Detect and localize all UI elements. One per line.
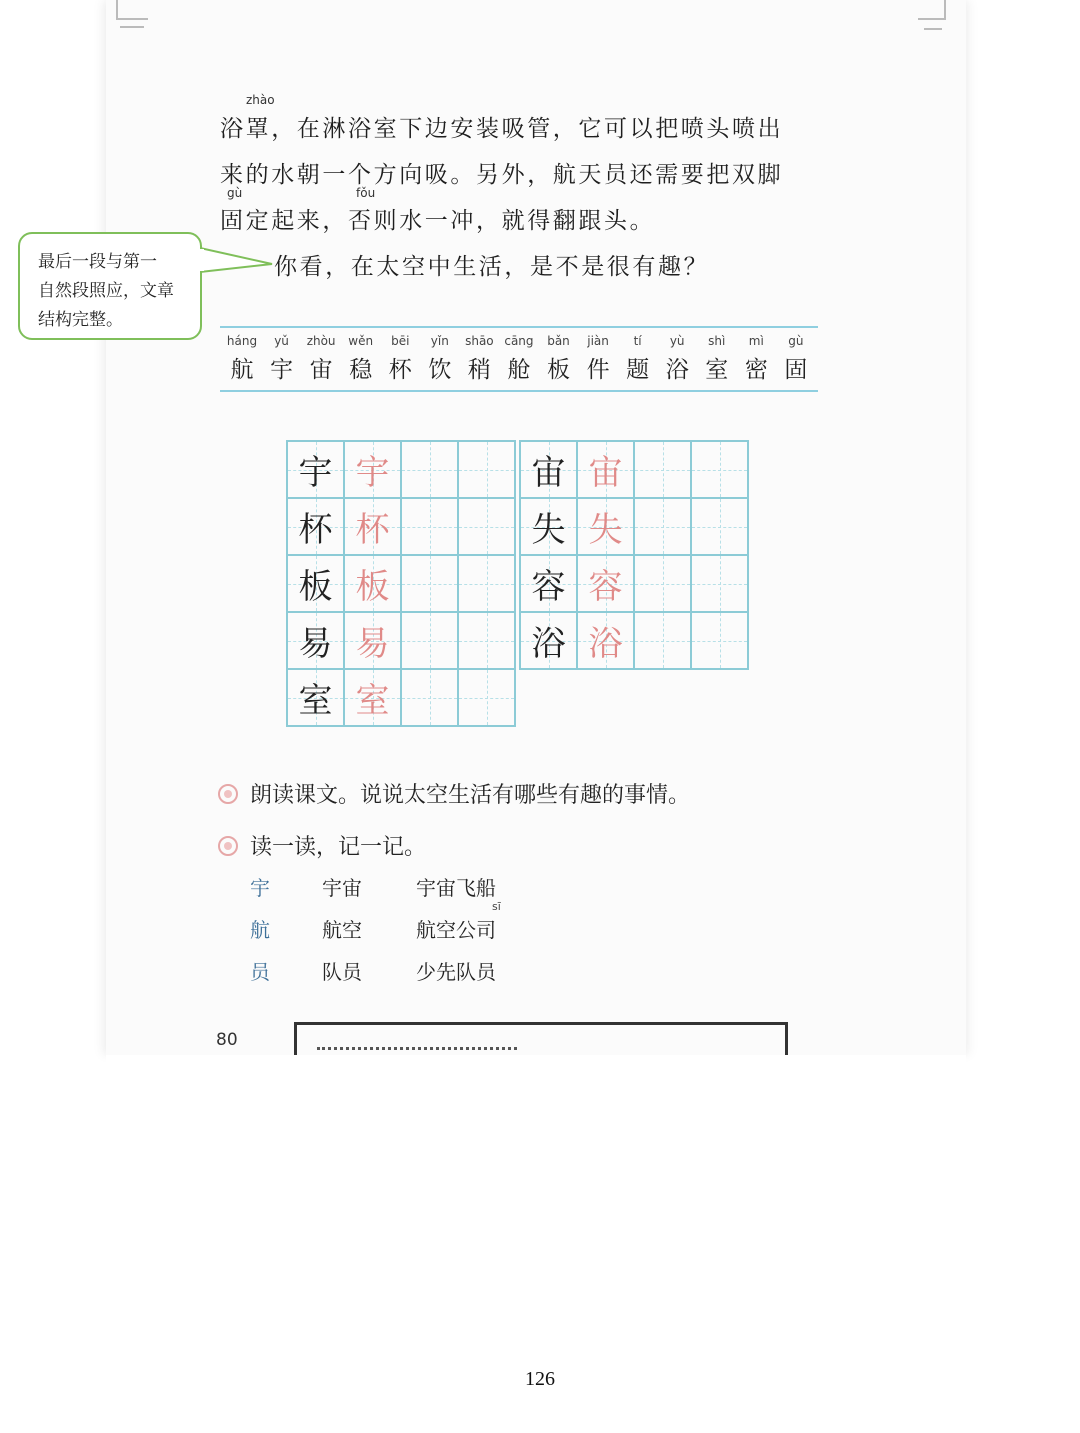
writing-cell	[459, 670, 516, 727]
ruby-zhao: zhào	[246, 93, 275, 107]
annotation-callout	[18, 232, 202, 340]
model-character: 浴	[531, 624, 566, 664]
task-1	[218, 778, 690, 809]
writing-cell	[635, 442, 692, 499]
task-2	[218, 830, 426, 861]
paragraph-line-2: 来的水朝一个方向吸。另外，航天员还需要把双脚	[220, 162, 784, 188]
writing-cell	[345, 556, 402, 613]
writing-cell	[578, 499, 635, 556]
word-char: 员	[250, 960, 270, 984]
vocab-character: 板	[547, 357, 570, 383]
task-2-text: 读一读，记一记。	[250, 835, 427, 860]
book-page-number: 80	[216, 1030, 238, 1050]
writing-grid-left	[286, 440, 516, 727]
vocab-item	[343, 334, 379, 384]
vocab-pinyin: mì	[748, 334, 764, 348]
vocab-item	[264, 334, 300, 384]
writing-cell	[288, 670, 345, 727]
trace-character: 浴	[588, 624, 623, 664]
vocab-character: 宇	[270, 357, 294, 383]
task-1-text: 朗读课文。说说太空生活有哪些有趣的事情。	[250, 783, 691, 808]
writing-cell	[635, 613, 692, 670]
word-phrase: 少先队员	[416, 960, 496, 984]
trace-character: 宇	[355, 453, 390, 493]
vocab-character: 航	[230, 357, 254, 383]
writing-cell	[288, 613, 345, 670]
task-bullet-icon	[218, 836, 238, 856]
vocab-pinyin: jiàn	[587, 334, 609, 348]
trace-character: 室	[355, 681, 390, 721]
word-phrase: 宇宙飞船	[416, 876, 496, 900]
writing-cell	[635, 556, 692, 613]
ruby-gu: gù	[227, 186, 243, 200]
writing-cell	[345, 442, 402, 499]
vocab-item	[461, 334, 497, 384]
vocab-character: 件	[586, 357, 610, 383]
crop-mark-top-right-2	[924, 28, 942, 30]
ruby-fou: fǒu	[356, 186, 376, 200]
vocab-item	[501, 334, 537, 384]
writing-cell	[692, 556, 749, 613]
vocab-character: 稍	[467, 357, 491, 383]
model-character: 宙	[531, 453, 566, 493]
model-character: 室	[298, 681, 333, 721]
word-term: 航空	[322, 918, 362, 942]
vocab-bottom-line	[220, 390, 818, 392]
vocab-character: 稳	[349, 357, 373, 383]
document-page-number: 126	[525, 1368, 555, 1390]
writing-cell	[692, 442, 749, 499]
vocab-pinyin: shì	[708, 334, 726, 348]
vocab-pinyin: yǔ	[274, 334, 289, 348]
writing-cell	[459, 556, 516, 613]
writing-grid-right	[519, 440, 749, 670]
crop-mark-top-right	[918, 0, 946, 20]
writing-cell	[288, 556, 345, 613]
vocab-item	[699, 334, 735, 384]
writing-cell	[578, 442, 635, 499]
vocab-character: 固	[784, 357, 808, 383]
writing-cell	[345, 670, 402, 727]
writing-cell	[521, 613, 578, 670]
writing-cell	[402, 442, 459, 499]
vocab-item	[422, 334, 458, 384]
model-character: 失	[531, 510, 566, 550]
writing-cell	[288, 499, 345, 556]
vocab-character: 密	[744, 357, 768, 383]
model-character: 容	[531, 567, 566, 607]
vocab-character: 题	[626, 357, 650, 383]
word-term: 队员	[322, 960, 362, 984]
writing-cell	[521, 556, 578, 613]
vocab-character: 舱	[507, 357, 531, 383]
vocab-pinyin: wěn	[348, 334, 374, 348]
model-character: 杯	[298, 510, 333, 550]
vocab-pinyin: tí	[633, 334, 642, 348]
vocab-pinyin: shāo	[465, 334, 494, 348]
trace-character: 失	[588, 510, 623, 550]
vocab-item	[778, 334, 814, 384]
crop-mark-top-left-2	[120, 26, 144, 28]
writing-cell	[402, 556, 459, 613]
word-term: 宇宙	[322, 876, 362, 900]
vocab-item	[382, 334, 418, 384]
trace-character: 容	[588, 567, 623, 607]
writing-cell	[459, 442, 516, 499]
writing-cell	[692, 499, 749, 556]
writing-cell	[635, 499, 692, 556]
writing-cell	[402, 670, 459, 727]
crop-mark-top-left	[116, 0, 148, 20]
vocab-item	[580, 334, 616, 384]
writing-cell	[692, 613, 749, 670]
task-bullet-icon	[218, 784, 238, 804]
vocab-character: 杯	[388, 357, 412, 383]
vocab-item	[303, 334, 339, 384]
word-phrase: 航空公司	[416, 918, 496, 942]
model-character: 易	[298, 624, 333, 664]
writing-cell	[459, 613, 516, 670]
callout-line-2: 自然段照应，文章	[38, 281, 174, 301]
callout-line-3: 结构完整。	[38, 310, 123, 330]
writing-cell	[402, 613, 459, 670]
vocab-pinyin: háng	[226, 334, 258, 348]
writing-cell	[578, 613, 635, 670]
vocab-item	[224, 334, 260, 384]
paragraph-line-3: 固定起来，否则水一冲，就得翻跟头。	[220, 208, 656, 234]
trace-character: 易	[355, 624, 390, 664]
callout-line-1: 最后一段与第一	[38, 252, 157, 272]
callout-pointer	[200, 246, 276, 276]
vocab-pinyin: zhòu	[306, 334, 336, 348]
writing-cell	[459, 499, 516, 556]
vocab-pinyin: gù	[788, 334, 804, 348]
vocab-character: 室	[705, 357, 729, 383]
vocab-pinyin: bēi	[391, 334, 410, 348]
trace-character: 板	[355, 567, 390, 607]
writing-cell	[402, 499, 459, 556]
scan-bottom-mask	[106, 1055, 966, 1075]
writing-cell	[288, 442, 345, 499]
vocab-pinyin: cāng	[504, 334, 534, 348]
vocab-character: 浴	[665, 357, 689, 383]
vocab-pinyin: yǐn	[430, 334, 449, 348]
writing-cell	[521, 499, 578, 556]
vocab-item	[620, 334, 656, 384]
writing-cell	[345, 499, 402, 556]
vocab-character: 宙	[309, 357, 333, 383]
writing-cell	[521, 442, 578, 499]
writing-cell	[345, 613, 402, 670]
paragraph-line-4: 你看，在太空中生活，是不是很有趣？	[274, 254, 710, 280]
writing-cell	[578, 556, 635, 613]
model-character: 板	[298, 567, 333, 607]
trace-character: 宙	[588, 453, 623, 493]
paragraph-line-1: 浴罩，在淋浴室下边安装吸管，它可以把喷头喷出	[220, 116, 784, 142]
model-character: 宇	[298, 453, 333, 493]
vocab-strip	[224, 334, 814, 384]
trace-character: 杯	[355, 510, 390, 550]
vocab-character: 饮	[428, 357, 452, 383]
vocab-pinyin: bǎn	[547, 334, 570, 348]
vocab-top-line	[220, 326, 818, 328]
ruby-si: sī	[492, 900, 501, 913]
vocab-pinyin: yù	[669, 334, 685, 348]
vocab-item	[541, 334, 577, 384]
vocab-item	[738, 334, 774, 384]
word-char: 航	[250, 918, 270, 942]
word-char: 宇	[250, 876, 270, 900]
vocab-item	[659, 334, 695, 384]
